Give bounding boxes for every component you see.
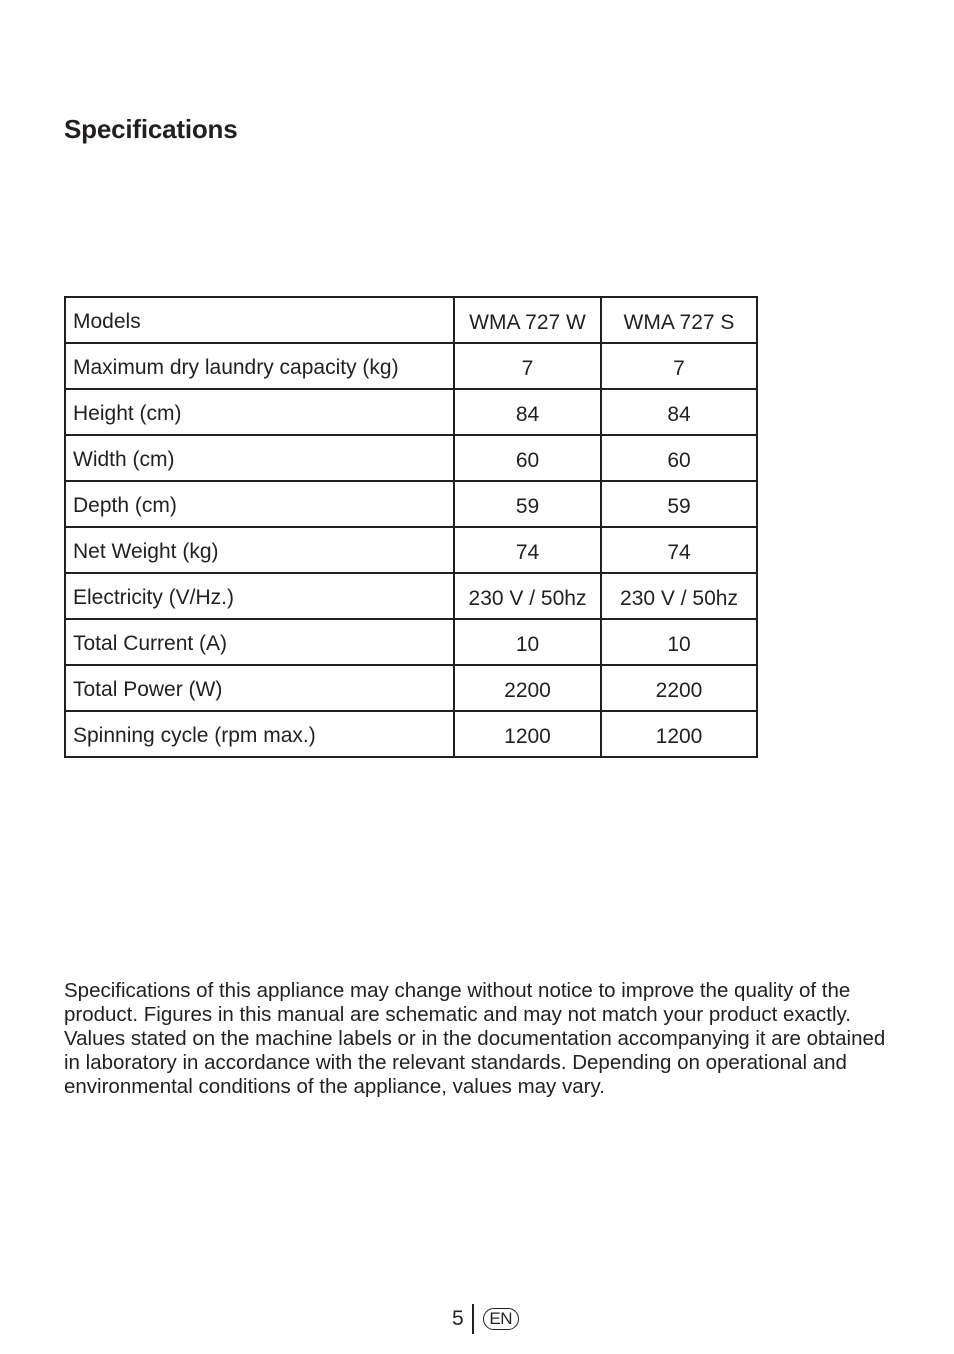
footer-divider: [472, 1304, 474, 1334]
table-row: [65, 665, 757, 711]
page-footer: [452, 1302, 519, 1336]
row-value-model-1: 230 V / 50hz: [454, 573, 601, 619]
row-value-model-1: 74: [454, 527, 601, 573]
row-label: Spinning cycle (rpm max.): [65, 711, 454, 757]
table-row: [65, 389, 757, 435]
row-label: Height (cm): [65, 389, 454, 435]
row-value-model-2: 2200: [601, 665, 757, 711]
table-header-row: [65, 297, 757, 343]
row-value-model-2: 230 V / 50hz: [601, 573, 757, 619]
table-row: [65, 435, 757, 481]
table-row: [65, 573, 757, 619]
header-model-1: WMA 727 W: [454, 297, 601, 343]
row-value-model-1: 84: [454, 389, 601, 435]
table-row: [65, 619, 757, 665]
page-title: Specifications: [64, 114, 238, 144]
table-row: [65, 343, 757, 389]
notes-paragraph-laboratory-values: Values stated on the machine labels or in the documentation accompanying it are obtained in laboratory in accordance with the relevant standards. Depending on operational and environmental conditions of the appliance, values may vary.: [64, 1027, 886, 1098]
row-label: Total Current (A): [65, 619, 454, 665]
row-label: Depth (cm): [65, 481, 454, 527]
row-value-model-2: 10: [601, 619, 757, 665]
row-value-model-1: 7: [454, 343, 601, 389]
row-value-model-1: 59: [454, 481, 601, 527]
row-label: Width (cm): [65, 435, 454, 481]
row-value-model-1: 2200: [454, 665, 601, 711]
language-badge: EN: [483, 1308, 519, 1330]
header-label-models: Models: [65, 297, 454, 343]
row-value-model-2: 59: [601, 481, 757, 527]
row-label: Electricity (V/Hz.): [65, 573, 454, 619]
row-value-model-1: 1200: [454, 711, 601, 757]
row-value-model-2: 7: [601, 343, 757, 389]
page-number: 5: [452, 1307, 464, 1330]
row-value-model-1: 10: [454, 619, 601, 665]
row-value-model-2: 1200: [601, 711, 757, 757]
table-row: [65, 711, 757, 757]
row-value-model-2: 74: [601, 527, 757, 573]
notes-paragraph-specification-change: Specifications of this appliance may change without notice to improve the quality of the product. Figures in this manual are schematic and may not match your product exactly.: [64, 979, 851, 1026]
row-value-model-2: 60: [601, 435, 757, 481]
header-model-2: WMA 727 S: [601, 297, 757, 343]
row-value-model-2: 84: [601, 389, 757, 435]
table-row: [65, 527, 757, 573]
row-label: Maximum dry laundry capacity (kg): [65, 343, 454, 389]
row-label: Total Power (W): [65, 665, 454, 711]
table-row: [65, 481, 757, 527]
notes-section: [64, 979, 894, 1099]
row-label: Net Weight (kg): [65, 527, 454, 573]
row-value-model-1: 60: [454, 435, 601, 481]
specifications-table: [64, 296, 758, 758]
